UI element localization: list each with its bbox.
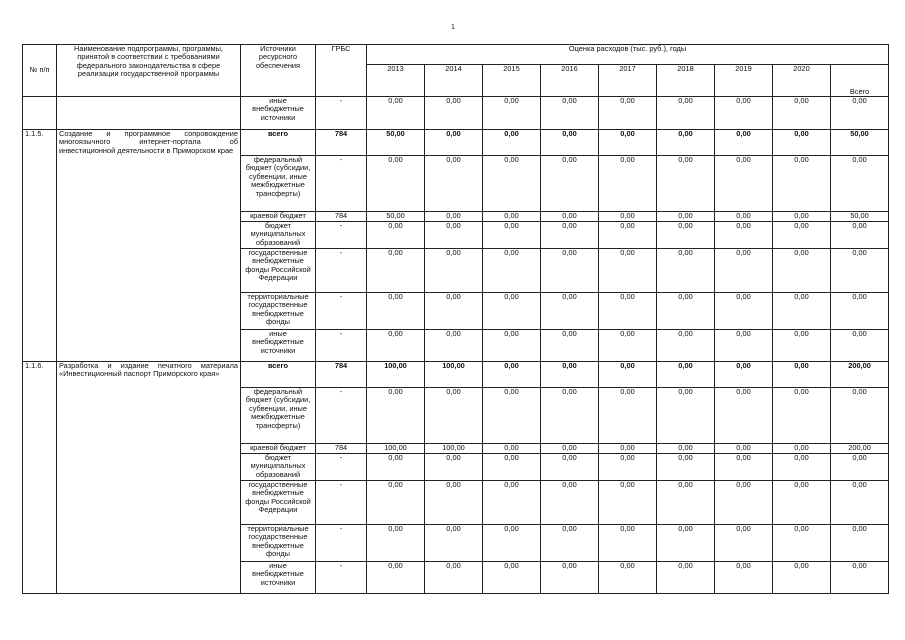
source-cell: иные внебюджетные источники <box>241 562 316 594</box>
source-cell: бюджет муниципальных образований <box>241 222 316 249</box>
header-grbs: ГРБС <box>316 45 367 97</box>
year-value-cell: 0,00 <box>657 222 715 249</box>
item-total-row <box>23 362 889 388</box>
total-value-cell: 0,00 <box>831 222 889 249</box>
year-value-cell: 0,00 <box>773 330 831 362</box>
year-value-cell: 0,00 <box>715 525 773 562</box>
source-cell: государственные внебюджетные фонды Российской Федерации <box>241 481 316 525</box>
source-cell: бюджет муниципальных образований <box>241 454 316 481</box>
budget-table <box>22 44 889 594</box>
total-value-cell: 50,00 <box>831 130 889 156</box>
total-value-cell: 200,00 <box>831 362 889 388</box>
year-value-cell: 100,00 <box>367 444 425 454</box>
header-year: 2017 <box>599 65 657 97</box>
year-value-cell: 0,00 <box>367 481 425 525</box>
grbs-cell: - <box>316 562 367 594</box>
year-value-cell: 0,00 <box>425 249 483 293</box>
year-value-cell: 0,00 <box>773 388 831 444</box>
budget-table-container <box>22 44 886 594</box>
year-value-cell: 0,00 <box>773 454 831 481</box>
year-value-cell: 100,00 <box>425 444 483 454</box>
total-value-cell: 0,00 <box>831 562 889 594</box>
page-number: 1 <box>451 24 455 31</box>
year-value-cell: 0,00 <box>425 454 483 481</box>
year-value-cell: 0,00 <box>599 293 657 330</box>
year-value-cell: 0,00 <box>425 293 483 330</box>
total-value-cell: 0,00 <box>831 481 889 525</box>
year-value-cell: 0,00 <box>657 130 715 156</box>
year-value-cell: 0,00 <box>657 388 715 444</box>
source-cell: краевой бюджет <box>241 212 316 222</box>
year-value-cell: 50,00 <box>367 130 425 156</box>
year-value-cell: 0,00 <box>541 525 599 562</box>
source-cell: территориальные государственные внебюджетные фонды <box>241 293 316 330</box>
header-year: 2013 <box>367 65 425 97</box>
year-value-cell: 0,00 <box>773 222 831 249</box>
header-row-top <box>23 45 889 65</box>
total-value-cell: 0,00 <box>831 293 889 330</box>
year-value-cell: 0,00 <box>483 293 541 330</box>
year-value-cell: 0,00 <box>483 388 541 444</box>
year-value-cell: 0,00 <box>657 97 715 130</box>
year-value-cell: 0,00 <box>483 481 541 525</box>
year-value-cell: 0,00 <box>541 330 599 362</box>
year-value-cell: 0,00 <box>657 293 715 330</box>
header-year: 2020 <box>773 65 831 97</box>
year-value-cell: 0,00 <box>657 156 715 212</box>
year-value-cell: 0,00 <box>541 388 599 444</box>
total-value-cell: 0,00 <box>831 249 889 293</box>
year-value-cell: 0,00 <box>425 222 483 249</box>
empty-cell <box>23 97 57 130</box>
year-value-cell: 100,00 <box>425 362 483 388</box>
year-value-cell: 0,00 <box>715 444 773 454</box>
year-value-cell: 0,00 <box>367 222 425 249</box>
source-cell: краевой бюджет <box>241 444 316 454</box>
year-value-cell: 0,00 <box>483 562 541 594</box>
year-value-cell: 0,00 <box>425 481 483 525</box>
year-value-cell: 0,00 <box>657 481 715 525</box>
year-value-cell: 0,00 <box>773 481 831 525</box>
year-value-cell: 0,00 <box>425 212 483 222</box>
year-value-cell: 0,00 <box>425 130 483 156</box>
item-number: 1.1.5. <box>23 130 57 362</box>
year-value-cell: 0,00 <box>773 562 831 594</box>
year-value-cell: 0,00 <box>773 156 831 212</box>
year-value-cell: 0,00 <box>599 212 657 222</box>
year-value-cell: 50,00 <box>367 212 425 222</box>
year-value-cell: 0,00 <box>541 222 599 249</box>
year-value-cell: 0,00 <box>715 222 773 249</box>
year-value-cell: 0,00 <box>657 454 715 481</box>
header-year: 2015 <box>483 65 541 97</box>
year-value-cell: 0,00 <box>715 388 773 444</box>
year-value-cell: 0,00 <box>367 97 425 130</box>
year-value-cell: 0,00 <box>599 330 657 362</box>
grbs-cell: - <box>316 293 367 330</box>
grbs-cell: 784 <box>316 212 367 222</box>
header-year: 2018 <box>657 65 715 97</box>
source-cell: территориальные государственные внебюджетные фонды <box>241 525 316 562</box>
year-value-cell: 0,00 <box>657 525 715 562</box>
empty-cell <box>57 97 241 130</box>
year-value-cell: 0,00 <box>367 293 425 330</box>
grbs-cell: 784 <box>316 130 367 156</box>
year-value-cell: 0,00 <box>599 388 657 444</box>
year-value-cell: 0,00 <box>599 454 657 481</box>
year-value-cell: 0,00 <box>657 444 715 454</box>
header-year: 2019 <box>715 65 773 97</box>
header-estimate: Оценка расходов (тыс. руб.), годы <box>367 45 889 65</box>
year-value-cell: 0,00 <box>773 130 831 156</box>
year-value-cell: 0,00 <box>541 156 599 212</box>
year-value-cell: 0,00 <box>483 525 541 562</box>
year-value-cell: 0,00 <box>715 212 773 222</box>
year-value-cell: 0,00 <box>773 293 831 330</box>
grbs-cell: - <box>316 156 367 212</box>
year-value-cell: 0,00 <box>541 444 599 454</box>
year-value-cell: 0,00 <box>715 362 773 388</box>
year-value-cell: 0,00 <box>657 212 715 222</box>
year-value-cell: 0,00 <box>599 249 657 293</box>
year-value-cell: 0,00 <box>773 212 831 222</box>
year-value-cell: 0,00 <box>599 362 657 388</box>
year-value-cell: 0,00 <box>367 330 425 362</box>
year-value-cell: 0,00 <box>715 130 773 156</box>
total-value-cell: 0,00 <box>831 525 889 562</box>
year-value-cell: 0,00 <box>599 97 657 130</box>
year-value-cell: 0,00 <box>483 362 541 388</box>
header-num: № п/п <box>23 45 57 97</box>
year-value-cell: 0,00 <box>541 130 599 156</box>
year-value-cell: 0,00 <box>541 362 599 388</box>
year-value-cell: 0,00 <box>483 212 541 222</box>
year-value-cell: 0,00 <box>483 97 541 130</box>
total-value-cell: 200,00 <box>831 444 889 454</box>
year-value-cell: 0,00 <box>483 444 541 454</box>
year-value-cell: 0,00 <box>541 293 599 330</box>
grbs-cell: - <box>316 222 367 249</box>
grbs-cell: 784 <box>316 444 367 454</box>
year-value-cell: 0,00 <box>773 362 831 388</box>
year-value-cell: 0,00 <box>715 330 773 362</box>
year-value-cell: 0,00 <box>541 562 599 594</box>
source-cell: иные внебюджетные источники <box>241 330 316 362</box>
total-value-cell: 0,00 <box>831 454 889 481</box>
year-value-cell: 0,00 <box>425 156 483 212</box>
source-cell: государственные внебюджетные фонды Российской Федерации <box>241 249 316 293</box>
year-value-cell: 0,00 <box>773 444 831 454</box>
total-value-cell: 0,00 <box>831 388 889 444</box>
grbs-cell: - <box>316 388 367 444</box>
source-cell: иные внебюджетные источники <box>241 97 316 130</box>
year-value-cell: 0,00 <box>715 293 773 330</box>
year-value-cell: 0,00 <box>483 130 541 156</box>
year-value-cell: 0,00 <box>541 212 599 222</box>
grbs-cell: 784 <box>316 362 367 388</box>
year-value-cell: 0,00 <box>367 249 425 293</box>
total-value-cell: 0,00 <box>831 330 889 362</box>
grbs-cell: - <box>316 97 367 130</box>
year-value-cell: 0,00 <box>599 562 657 594</box>
source-cell: федеральный бюджет (субсидии, субвенции, иные межбюджетные трансферты) <box>241 156 316 212</box>
year-value-cell: 0,00 <box>657 330 715 362</box>
total-value-cell: 0,00 <box>831 156 889 212</box>
year-value-cell: 0,00 <box>599 525 657 562</box>
carry-over-row <box>23 97 889 130</box>
header-year: 2016 <box>541 65 599 97</box>
year-value-cell: 100,00 <box>367 362 425 388</box>
header-year: 2014 <box>425 65 483 97</box>
year-value-cell: 0,00 <box>483 249 541 293</box>
grbs-cell: - <box>316 481 367 525</box>
year-value-cell: 0,00 <box>425 525 483 562</box>
source-cell: всего <box>241 130 316 156</box>
year-value-cell: 0,00 <box>367 525 425 562</box>
header-name: Наименование подпрограммы, программы, принятой в соответствии с требованиями федерального законодательства в сфере реализации государственной программы <box>57 45 241 97</box>
total-value-cell: 0,00 <box>831 97 889 130</box>
year-value-cell: 0,00 <box>657 362 715 388</box>
year-value-cell: 0,00 <box>715 454 773 481</box>
year-value-cell: 0,00 <box>541 249 599 293</box>
year-value-cell: 0,00 <box>773 97 831 130</box>
year-value-cell: 0,00 <box>715 156 773 212</box>
year-value-cell: 0,00 <box>483 156 541 212</box>
year-value-cell: 0,00 <box>367 156 425 212</box>
item-number: 1.1.6. <box>23 362 57 594</box>
year-value-cell: 0,00 <box>715 249 773 293</box>
year-value-cell: 0,00 <box>425 562 483 594</box>
grbs-cell: - <box>316 249 367 293</box>
year-value-cell: 0,00 <box>483 330 541 362</box>
grbs-cell: - <box>316 454 367 481</box>
year-value-cell: 0,00 <box>425 330 483 362</box>
year-value-cell: 0,00 <box>599 481 657 525</box>
year-value-cell: 0,00 <box>715 481 773 525</box>
year-value-cell: 0,00 <box>715 562 773 594</box>
grbs-cell: - <box>316 330 367 362</box>
header-source: Источники ресурсного обеспечения <box>241 45 316 97</box>
year-value-cell: 0,00 <box>425 97 483 130</box>
year-value-cell: 0,00 <box>425 388 483 444</box>
year-value-cell: 0,00 <box>541 454 599 481</box>
year-value-cell: 0,00 <box>367 388 425 444</box>
year-value-cell: 0,00 <box>483 222 541 249</box>
year-value-cell: 0,00 <box>599 130 657 156</box>
item-total-row <box>23 130 889 156</box>
year-value-cell: 0,00 <box>599 444 657 454</box>
grbs-cell: - <box>316 525 367 562</box>
item-name: Создание и программное сопровождение многоязычного интернет-портала об инвестиционной деятельности в Приморском крае <box>57 130 241 362</box>
year-value-cell: 0,00 <box>367 454 425 481</box>
year-value-cell: 0,00 <box>657 562 715 594</box>
year-value-cell: 0,00 <box>541 481 599 525</box>
year-value-cell: 0,00 <box>367 562 425 594</box>
year-value-cell: 0,00 <box>715 97 773 130</box>
year-value-cell: 0,00 <box>773 249 831 293</box>
year-value-cell: 0,00 <box>541 97 599 130</box>
header-total: Всего <box>831 65 889 97</box>
year-value-cell: 0,00 <box>657 249 715 293</box>
source-cell: федеральный бюджет (субсидии, субвенции, иные межбюджетные трансферты) <box>241 388 316 444</box>
total-value-cell: 50,00 <box>831 212 889 222</box>
year-value-cell: 0,00 <box>483 454 541 481</box>
item-name: Разработка и издание печатного материала «Инвестиционный паспорт Приморского края» <box>57 362 241 594</box>
year-value-cell: 0,00 <box>599 222 657 249</box>
year-value-cell: 0,00 <box>599 156 657 212</box>
year-value-cell: 0,00 <box>773 525 831 562</box>
source-cell: всего <box>241 362 316 388</box>
